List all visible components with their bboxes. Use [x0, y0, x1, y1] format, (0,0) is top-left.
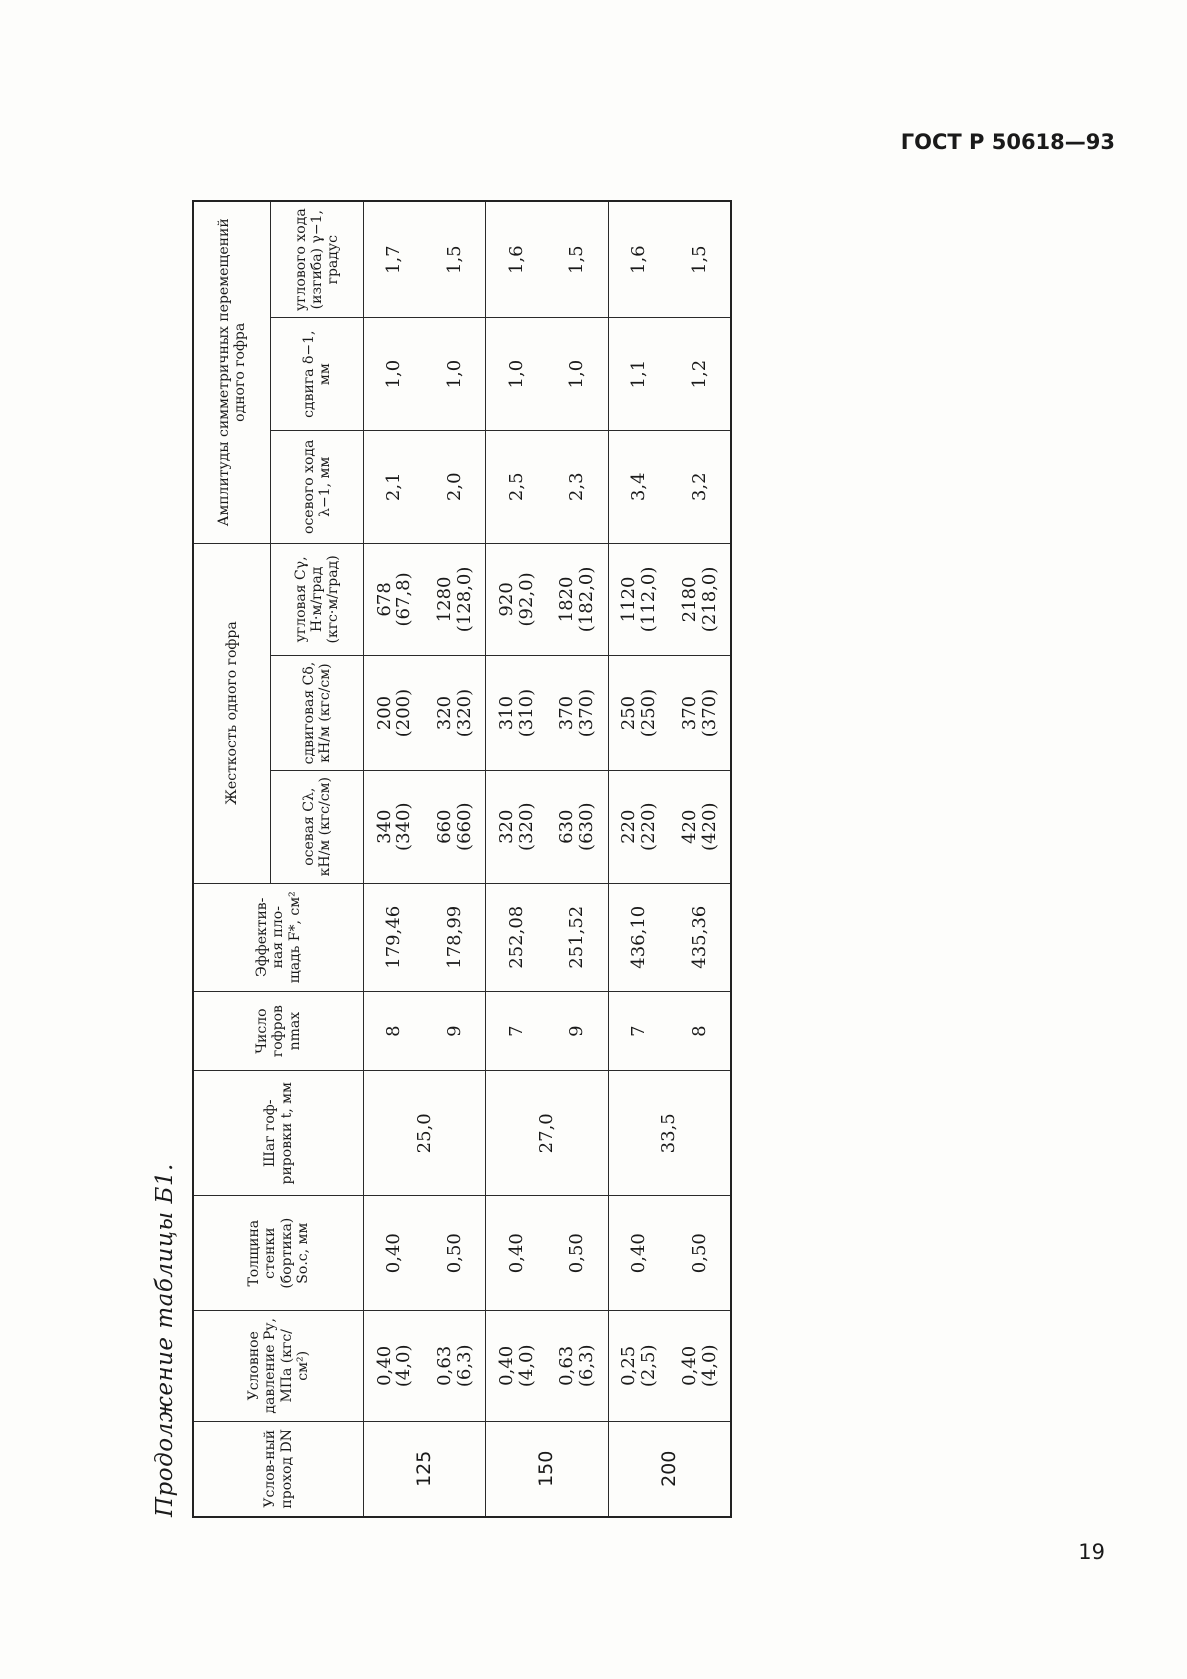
- cell-dn: 200: [608, 1421, 731, 1517]
- cell-wall: 0,50: [547, 1196, 608, 1311]
- cell-area: 251,52: [547, 883, 608, 991]
- header-area: Эффектив-ная пло-щадь F*, см²: [193, 883, 364, 991]
- cell-stiffness-shear: [547, 656, 608, 771]
- cell-pressure: [547, 1311, 608, 1422]
- cell-pressure-line: 0,40: [678, 1345, 700, 1386]
- table-caption: Продолжение таблицы Б1.: [152, 1163, 178, 1517]
- cell-stiffness-axial: [608, 770, 669, 883]
- cell-corrugations: 8: [364, 991, 425, 1070]
- table-row: [547, 201, 608, 1517]
- cell-pressure-line: (6,3): [453, 1344, 475, 1388]
- cell-amplitude-angular: 1,6: [486, 201, 547, 318]
- cell-stiffness-axial: [486, 770, 547, 883]
- cell-pressure: [669, 1311, 731, 1422]
- cell-pressure-line: 0,40: [373, 1345, 395, 1386]
- cell-stiffness-shear-line: (370): [698, 688, 720, 738]
- cell-stiffness-shear-line: (370): [576, 688, 598, 738]
- document-code: ГОСТ Р 50618—93: [900, 130, 1115, 154]
- cell-amplitude-axial: 2,1: [364, 430, 425, 543]
- cell-area: 435,36: [669, 883, 731, 991]
- cell-wall: 0,50: [669, 1196, 731, 1311]
- cell-area: 252,08: [486, 883, 547, 991]
- cell-amplitude-shear: 1,0: [425, 318, 486, 431]
- cell-wall: 0,40: [486, 1196, 547, 1311]
- cell-stiffness-angular-line: (92,0): [515, 572, 537, 627]
- cell-amplitude-axial: 3,2: [669, 430, 731, 543]
- cell-stiffness-axial-line: 630: [556, 809, 578, 844]
- cell-stiffness-shear: [486, 656, 547, 771]
- header-dn: Услов-ный проход DN: [193, 1421, 364, 1517]
- cell-stiffness-shear-line: 310: [495, 695, 517, 731]
- cell-stiffness-angular: [425, 543, 486, 656]
- table-row: [608, 201, 669, 1517]
- cell-stiffness-shear-line: 200: [373, 695, 395, 731]
- cell-stiffness-angular-line: 1820: [556, 576, 578, 623]
- cell-stiffness-angular-line: (112,0): [637, 566, 659, 633]
- cell-stiffness-angular-line: (67,8): [393, 572, 415, 627]
- cell-stiffness-axial-line: (630): [576, 802, 598, 851]
- cell-stiffness-axial-line: (220): [637, 802, 659, 851]
- cell-stiffness-angular-line: (182,0): [576, 566, 598, 633]
- cell-amplitude-shear: 1,0: [547, 318, 608, 431]
- cell-stiffness-shear-line: 370: [678, 695, 700, 731]
- data-table-container: [192, 200, 732, 1518]
- cell-pressure: [486, 1311, 547, 1422]
- header-amplitude-axial: осевого хода λ−1, мм: [271, 430, 364, 543]
- cell-stiffness-angular-line: 2180: [678, 576, 700, 623]
- cell-stiffness-angular: [486, 543, 547, 656]
- cell-stiffness-angular: [669, 543, 731, 656]
- table-row: [364, 201, 425, 1517]
- cell-stiffness-shear-line: (250): [637, 688, 659, 738]
- header-amplitude-angular: углового хода (изгиба) γ−1, градус: [271, 201, 364, 318]
- cell-stiffness-shear-line: 250: [618, 695, 640, 731]
- cell-pressure-line: (4,0): [698, 1344, 720, 1388]
- cell-dn: 150: [486, 1421, 608, 1517]
- cell-corrugations: 9: [425, 991, 486, 1070]
- cell-stiffness-axial-line: (420): [698, 802, 720, 851]
- cell-stiffness-axial-line: 420: [678, 809, 700, 844]
- cell-area: 178,99: [425, 883, 486, 991]
- header-amplitude-shear: сдвига δ−1, мм: [271, 318, 364, 431]
- header-wall: Толщина стенки (бортика) Sо.с, мм: [193, 1196, 364, 1311]
- cell-stiffness-axial: [425, 770, 486, 883]
- cell-stiffness-shear: [608, 656, 669, 771]
- cell-stiffness-shear-line: 370: [556, 695, 578, 731]
- cell-amplitude-axial: 2,0: [425, 430, 486, 543]
- cell-corrugations: 8: [669, 991, 731, 1070]
- bellows-parameters-table: [192, 200, 732, 1518]
- cell-stiffness-axial-line: 320: [495, 809, 517, 844]
- cell-stiffness-axial-line: (320): [515, 802, 537, 851]
- table-row: [486, 201, 547, 1517]
- cell-stiffness-axial-line: 660: [434, 809, 456, 844]
- cell-corrugations: 7: [486, 991, 547, 1070]
- cell-stiffness-axial-line: (660): [453, 802, 475, 851]
- cell-amplitude-shear: 1,0: [486, 318, 547, 431]
- header-stiffness-group: Жесткость одного гофра: [193, 543, 271, 883]
- cell-pressure-line: 0,63: [556, 1345, 578, 1386]
- cell-stiffness-axial: [364, 770, 425, 883]
- header-amplitude-group: Амплитуды симметричных перемещений одного гофра: [193, 201, 271, 543]
- header-pitch: Шаг гоф-рировки t, мм: [193, 1071, 364, 1196]
- cell-amplitude-shear: 1,2: [669, 318, 731, 431]
- cell-stiffness-angular: [364, 543, 425, 656]
- cell-pitch: 25,0: [364, 1071, 486, 1196]
- cell-pressure-line: (2,5): [637, 1344, 659, 1388]
- cell-stiffness-axial: [669, 770, 731, 883]
- cell-pressure-line: (4,0): [393, 1344, 415, 1388]
- header-corrugations: Число гофров nmax: [193, 991, 364, 1070]
- cell-amplitude-angular: 1,6: [608, 201, 669, 318]
- cell-stiffness-angular-line: (128,0): [453, 566, 475, 633]
- cell-pressure-line: (4,0): [515, 1344, 537, 1388]
- cell-stiffness-shear-line: (310): [515, 688, 537, 738]
- header-stiffness-axial: осевая Cλ, кН/м (кгс/см): [271, 770, 364, 883]
- cell-area: 179,46: [364, 883, 425, 991]
- header-stiffness-angular: угловая Cγ, Н·м/град (кгс·м/град): [271, 543, 364, 656]
- cell-dn: 125: [364, 1421, 486, 1517]
- cell-wall: 0,40: [364, 1196, 425, 1311]
- cell-corrugations: 7: [608, 991, 669, 1070]
- cell-amplitude-shear: 1,0: [364, 318, 425, 431]
- cell-stiffness-axial: [547, 770, 608, 883]
- cell-amplitude-axial: 2,3: [547, 430, 608, 543]
- cell-pressure-line: 0,40: [495, 1345, 517, 1386]
- cell-stiffness-angular-line: (218,0): [698, 566, 720, 633]
- cell-amplitude-axial: 2,5: [486, 430, 547, 543]
- cell-pressure: [608, 1311, 669, 1422]
- cell-area: 436,10: [608, 883, 669, 991]
- cell-amplitude-angular: 1,5: [669, 201, 731, 318]
- cell-stiffness-angular-line: 678: [373, 582, 395, 617]
- cell-amplitude-angular: 1,5: [547, 201, 608, 318]
- cell-stiffness-axial-line: (340): [393, 802, 415, 851]
- cell-wall: 0,50: [425, 1196, 486, 1311]
- cell-pressure-line: 0,25: [618, 1345, 640, 1386]
- cell-pressure-line: 0,63: [434, 1345, 456, 1386]
- cell-amplitude-angular: 1,5: [425, 201, 486, 318]
- page-number: 19: [1078, 1540, 1105, 1564]
- table-row: [669, 201, 731, 1517]
- cell-pressure: [425, 1311, 486, 1422]
- cell-stiffness-shear: [669, 656, 731, 771]
- cell-pressure-line: (6,3): [576, 1344, 598, 1388]
- cell-amplitude-shear: 1,1: [608, 318, 669, 431]
- cell-stiffness-shear: [425, 656, 486, 771]
- cell-stiffness-angular-line: 1280: [434, 576, 456, 623]
- cell-pitch: 27,0: [486, 1071, 608, 1196]
- cell-stiffness-shear-line: 320: [434, 695, 456, 731]
- cell-pressure: [364, 1311, 425, 1422]
- cell-stiffness-axial-line: 340: [373, 809, 395, 844]
- table-row: [425, 201, 486, 1517]
- cell-stiffness-shear-line: (320): [453, 688, 475, 738]
- cell-amplitude-angular: 1,7: [364, 201, 425, 318]
- cell-wall: 0,40: [608, 1196, 669, 1311]
- cell-corrugations: 9: [547, 991, 608, 1070]
- cell-amplitude-axial: 3,4: [608, 430, 669, 543]
- header-stiffness-shear: сдвиговая Cδ, кН/м (кгс/см): [271, 656, 364, 771]
- cell-stiffness-angular-line: 920: [495, 582, 517, 617]
- cell-stiffness-angular: [547, 543, 608, 656]
- cell-stiffness-axial-line: 220: [618, 809, 640, 844]
- cell-pitch: 33,5: [608, 1071, 731, 1196]
- table-body: [364, 201, 732, 1517]
- cell-stiffness-shear-line: (200): [393, 688, 415, 738]
- header-pressure: Условное давление Pу, МПа (кгс/см²): [193, 1311, 364, 1422]
- cell-stiffness-shear: [364, 656, 425, 771]
- cell-stiffness-angular: [608, 543, 669, 656]
- cell-stiffness-angular-line: 1120: [618, 576, 640, 623]
